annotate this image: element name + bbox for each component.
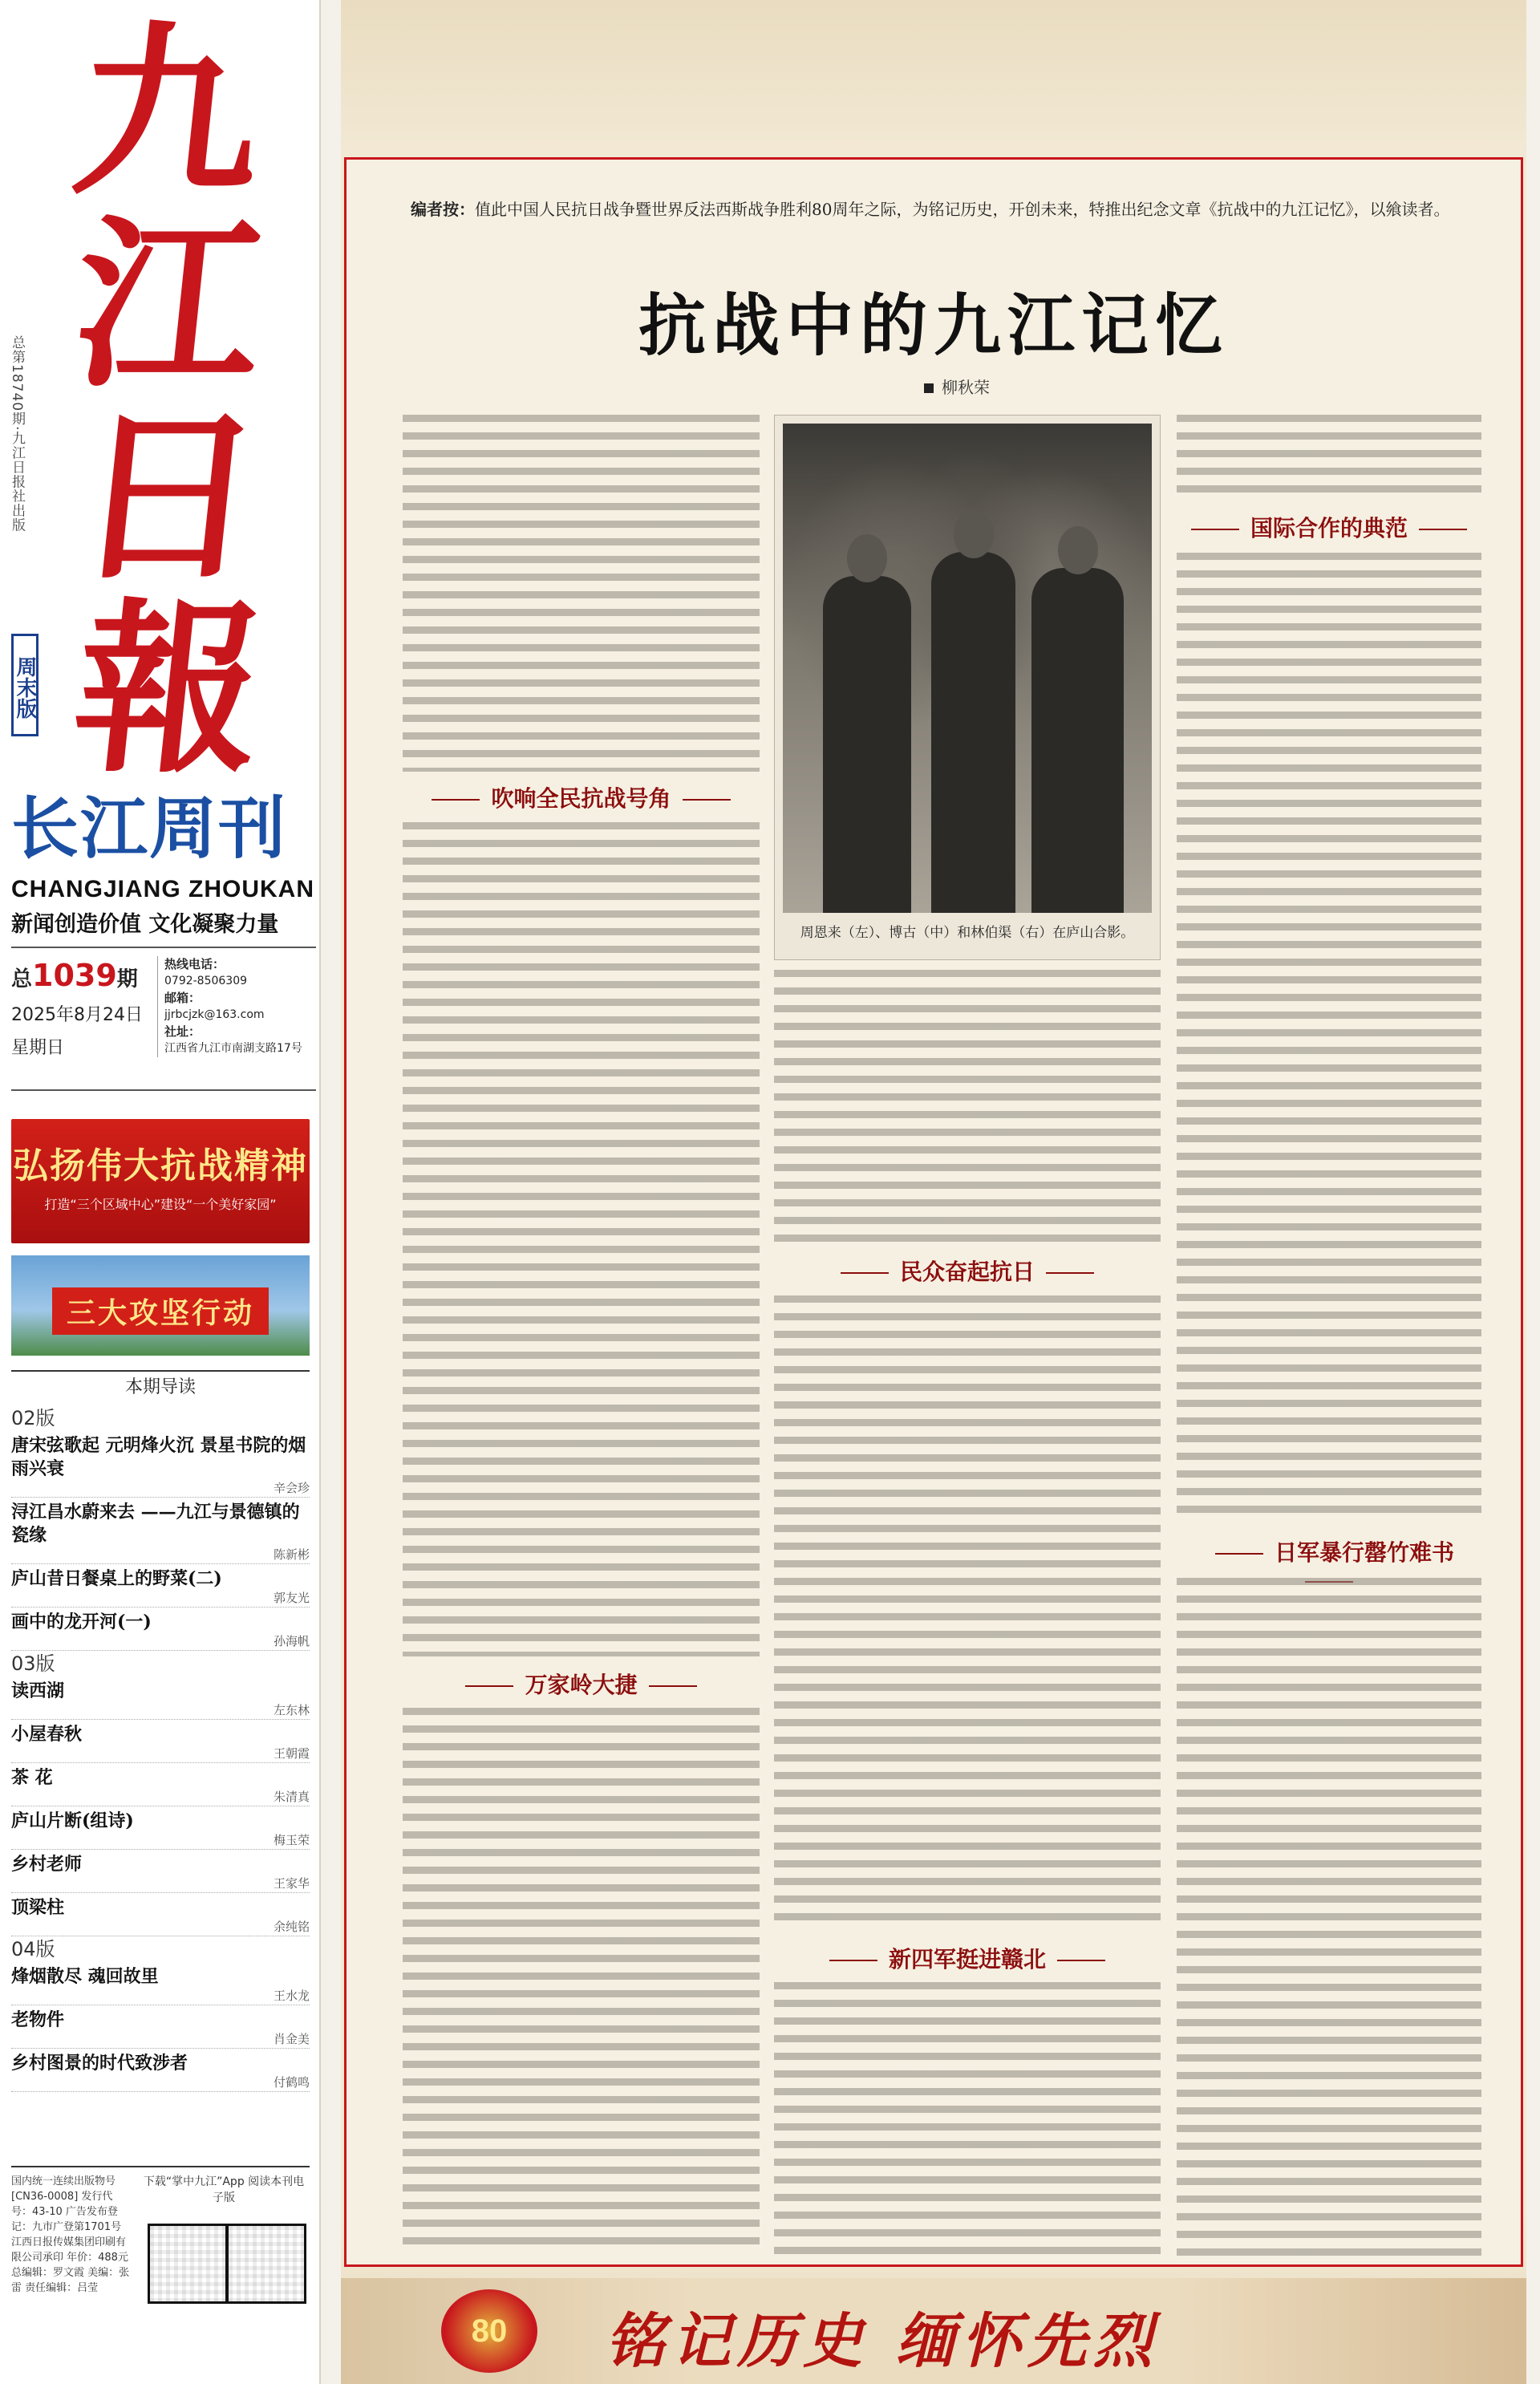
newspaper-logo	[48, 4, 289, 798]
section-heading: 日军暴行罄竹难书	[1177, 1535, 1481, 1567]
editor-note	[411, 196, 1477, 223]
anniversary-emblem-icon: 80	[441, 2289, 537, 2373]
publisher-info: 国内统一连续出版物号 [CN36-0008] 发行代号：43-10 广告发布登记：九市广登第1701号 江西日报传媒集团印刷有限公司承印 年价：488元 总编辑：罗文霞 美编：张雷 责任编辑：吕莹	[11, 2175, 130, 2294]
article-text-block	[774, 1295, 1161, 1929]
logo-char-1: 九	[64, 4, 273, 221]
toc-item-title: 老物件	[11, 2009, 65, 2030]
figure-head	[954, 510, 994, 558]
campaign-banner-2-title: 三大攻坚行动	[52, 1287, 269, 1335]
issue-total-prefix: 总	[11, 967, 33, 991]
article-text-block	[1177, 1578, 1481, 2256]
issue-total	[11, 958, 154, 993]
contact-info	[157, 956, 314, 1057]
toc-item[interactable]	[11, 2049, 310, 2092]
article-text-block	[1177, 553, 1481, 1523]
table-of-contents	[11, 1405, 310, 2092]
logo-char-2: 江	[64, 197, 273, 413]
historic-photo	[774, 415, 1161, 960]
toc-item-author: 王朝霞	[273, 1746, 310, 1761]
toc-item[interactable]	[11, 1498, 310, 1564]
toc-item[interactable]	[11, 1431, 310, 1498]
masthead-column	[0, 0, 321, 2384]
toc-version-label: 03版	[11, 1652, 55, 1675]
toc-item-title: 庐山片断(组诗)	[11, 1810, 134, 1831]
supplement-pinyin: CHANGJIANG ZHOUKAN	[11, 876, 314, 902]
toc-item[interactable]	[11, 1608, 310, 1651]
toc-item-title: 乡村图景的时代致涉者	[11, 2053, 188, 2074]
logo-char-4: 報	[64, 582, 273, 798]
figure-right	[1031, 568, 1124, 913]
article-frame	[344, 157, 1523, 2267]
campaign-banner-title: 弘扬伟大抗战精神	[13, 1145, 308, 1186]
hotline-number: 0792-8506309	[164, 975, 248, 987]
toc-item-title: 茶 花	[11, 1767, 53, 1788]
toc-item-author: 余纯铭	[273, 1920, 310, 1934]
toc-item[interactable]	[11, 1806, 310, 1850]
author-name: 柳秋荣	[942, 378, 990, 397]
editor-note-label: 编者按：	[411, 200, 475, 219]
app-download-text: 下载“掌中九江”App 阅读本刊电子版	[143, 2175, 305, 2204]
toc-item-title: 唐宋弦歌起 元明烽火沉 景星书院的烟雨兴衰	[11, 1435, 306, 1479]
toc-item[interactable]	[11, 1763, 310, 1806]
supplement-title: 长江周刊	[11, 789, 288, 868]
toc-item[interactable]	[11, 1720, 310, 1763]
toc-item-author: 肖金美	[273, 2032, 310, 2046]
section-heading: 国际合作的典范	[1177, 511, 1481, 543]
toc-item-title: 烽烟散尽 魂回故里	[11, 1966, 159, 1987]
section-heading: 民众奋起抗日	[774, 1255, 1161, 1287]
campaign-banner	[11, 1119, 310, 1243]
article-text-block	[403, 1708, 760, 2253]
article-text-block	[403, 822, 760, 1656]
hotline-label: 热线电话：	[164, 957, 225, 971]
toc-item-author: 左东林	[273, 1703, 310, 1717]
issue-info	[11, 947, 316, 1091]
toc-item[interactable]	[11, 1564, 310, 1608]
campaign-banner-2	[11, 1255, 310, 1356]
issue-date: 2025年8月24日	[11, 1005, 143, 1025]
main-page	[341, 0, 1526, 2384]
section-heading: 万家岭大捷	[403, 1668, 760, 1700]
toc-version-label: 02版	[11, 1407, 55, 1429]
weekend-edition-tag: 周末版	[11, 634, 38, 736]
issue-total-suffix: 期	[116, 967, 138, 991]
toc-item-title: 读西湖	[11, 1681, 65, 1701]
photo-caption: 周恩来（左）、博古（中）和林伯渠（右）在庐山合影。	[800, 925, 1135, 941]
toc-item[interactable]	[11, 1893, 310, 1936]
section-heading: 新四军挺进赣北	[774, 1942, 1161, 1974]
address-label: 社址：	[164, 1024, 201, 1039]
byline-square-icon	[924, 383, 934, 393]
toc-item[interactable]	[11, 1850, 310, 1893]
section-heading: 吹响全民抗战号角	[403, 781, 760, 813]
toc-item-author: 孙海帆	[273, 1634, 310, 1648]
commemoration-slogan: 铭记历史 缅怀先烈	[606, 2307, 1159, 2376]
article-text-block	[774, 970, 1161, 1243]
mail-address[interactable]: jjrbcjzk@163.com	[164, 1008, 265, 1021]
toc-item[interactable]	[11, 1962, 310, 2005]
toc-item[interactable]	[11, 2005, 310, 2049]
toc-item-author: 王水龙	[273, 1989, 310, 2003]
toc-version-label: 04版	[11, 1938, 55, 1960]
toc-item-author: 辛会珍	[273, 1481, 310, 1495]
toc-item-author: 郭友光	[273, 1591, 310, 1605]
photo-image	[783, 424, 1152, 913]
figure-left	[823, 576, 911, 913]
toc-item-author: 王家华	[273, 1876, 310, 1891]
toc-item-author: 付鹤鸣	[273, 2075, 310, 2090]
toc-item-author: 朱清真	[273, 1790, 310, 1804]
toc-heading: 本期导读	[11, 1370, 310, 1402]
figure-head	[1058, 526, 1098, 574]
editor-note-text: 值此中国人民抗日战争暨世界反法西斯战争胜利80周年之际，为铭记历史，开创未来，特推出纪念文章《抗战中的九江记忆》，以飨读者。	[475, 200, 1450, 219]
publisher-footer	[11, 2166, 310, 2376]
toc-item-author: 陈新彬	[273, 1547, 310, 1562]
qr-code-icon[interactable]	[148, 2224, 228, 2304]
figure-middle	[931, 552, 1015, 913]
figure-head	[847, 534, 887, 582]
toc-item[interactable]	[11, 1677, 310, 1720]
toc-item-author: 梅玉荣	[273, 1833, 310, 1847]
issue-weekday: 星期日	[11, 1038, 65, 1058]
article-text-block	[774, 1982, 1161, 2255]
street-address: 江西省九江市南湖支路17号	[164, 1042, 302, 1055]
logo-char-3: 日	[64, 389, 273, 606]
toc-item-title: 浔江昌水蔚来去 ——九江与景德镇的瓷缘	[11, 1502, 300, 1546]
toc-item-title: 顶梁柱	[11, 1897, 65, 1918]
issue-vertical-text: 总第18740期·九江日报社出版	[9, 335, 25, 533]
article-text-block	[403, 415, 760, 772]
supplement-slogan: 新闻创造价值 文化凝聚力量	[11, 912, 279, 937]
campaign-banner-subtitle: 打造“三个区域中心”建设“一个美好家园”	[44, 1197, 277, 1212]
article-text-block	[1177, 415, 1481, 499]
mail-label: 邮箱：	[164, 991, 201, 1005]
commemoration-banner	[341, 2278, 1526, 2384]
toc-item-title: 庐山昔日餐桌上的野菜(二)	[11, 1568, 222, 1589]
toc-item-title: 乡村老师	[11, 1854, 83, 1875]
toc-item-title: 小屋春秋	[11, 1724, 83, 1745]
issue-total-number: 1039	[32, 958, 117, 993]
article-headline: 抗战中的九江记忆	[638, 286, 1229, 365]
article-byline	[924, 375, 1165, 398]
qr-code-icon[interactable]	[226, 2224, 306, 2304]
toc-item-title: 画中的龙开河(一)	[11, 1612, 152, 1632]
